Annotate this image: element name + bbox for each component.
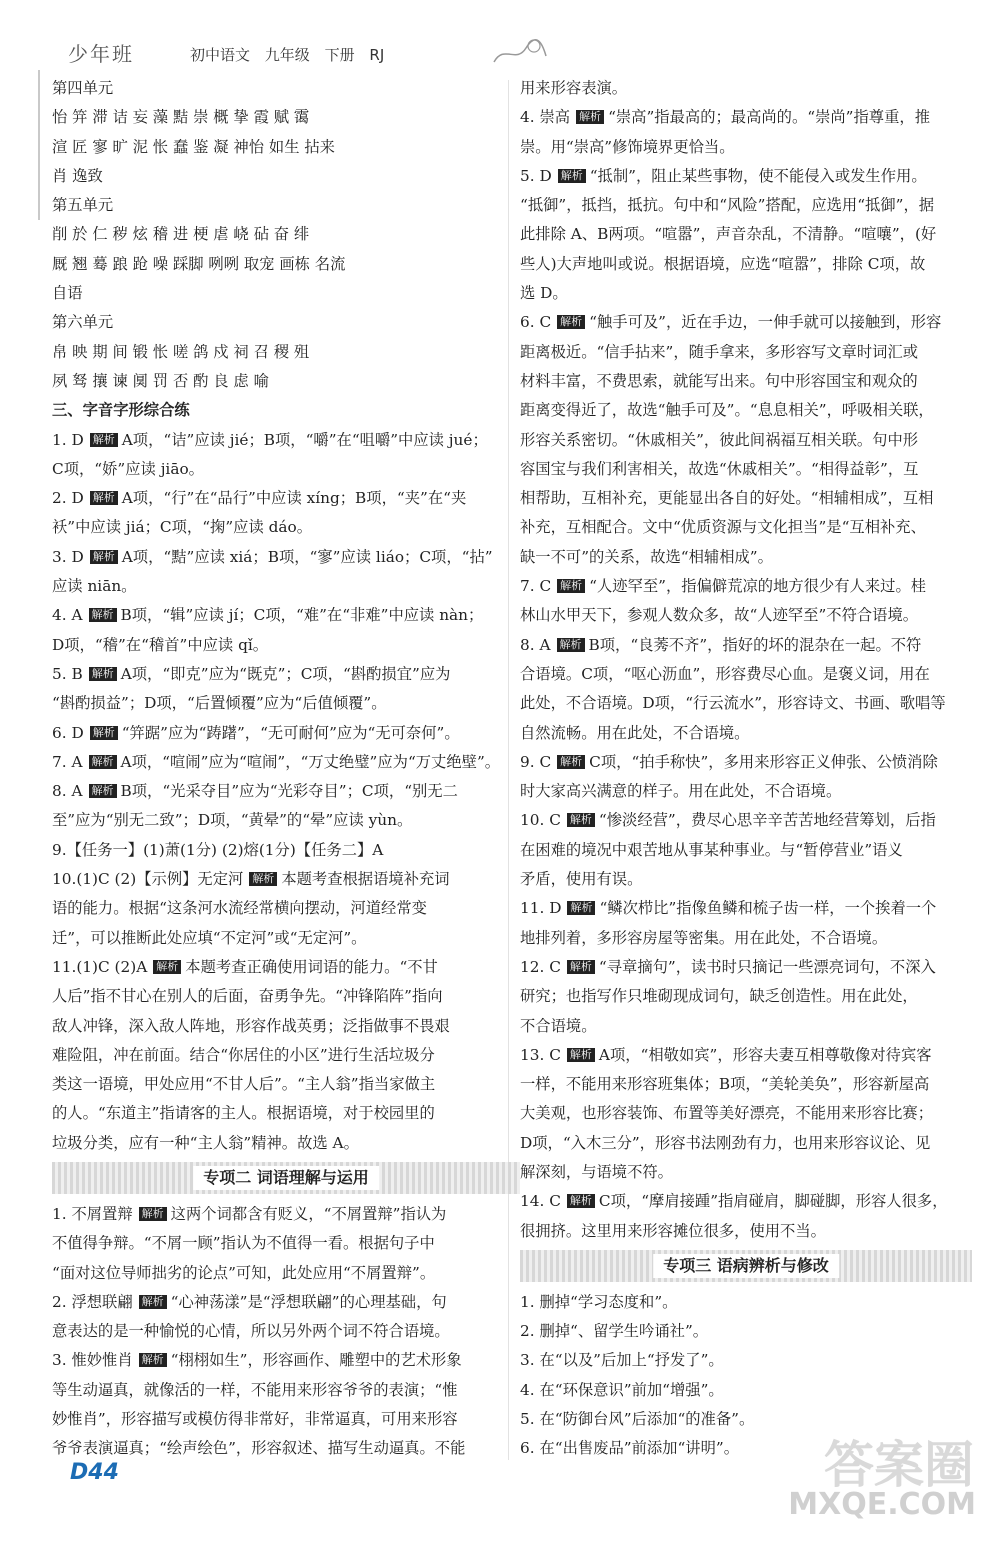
analysis-badge: 解析 (567, 901, 595, 915)
text-line: 渲 匠 寥 旷 泥 怅 蠢 鉴 凝 神怡 如生 拈来 (52, 137, 335, 156)
text-line: 大美观，也形容装饰、布置等美好漂亮，不能用来形容比赛； (520, 1104, 934, 1123)
text-segment: A项，“即克”应为“既克”；C项，“斟酌损宜”应为 (120, 664, 451, 683)
text-line (52, 748, 520, 777)
text-segment: “心神荡漾”是“浮想联翩”的心理基础，句 (170, 1292, 447, 1311)
text-line: 帛 映 期 间 锻 怅 嗟 鸽 戍 祠 召 稷 殂 (52, 342, 310, 361)
text-line: 至”应为“别无二致”；D项，“黄晕”的“晕”应读 yùn。 (52, 811, 413, 830)
text-line: C项，“娇”应读 jiāo。 (52, 459, 204, 478)
text-segment: 8. A (520, 635, 551, 654)
text-segment: B项，“光采夺目”应为“光彩夺目”；C项，“别无二 (120, 782, 458, 801)
text-line: 垃圾分类，应有一种“主人翁”精神。故选 A。 (52, 1133, 359, 1152)
text-segment: “栩栩如生”，形容画作、雕塑中的艺术形象 (170, 1351, 462, 1370)
analysis-badge: 解析 (90, 433, 118, 447)
text-line: 迁”，可以推断此处应填“不定河”或“无定河”。 (52, 928, 367, 947)
text-line (520, 1041, 972, 1070)
text-segment: 11. D (520, 899, 562, 918)
text-line: 些人)大声地叫或说。根据语境，应选“喧嚣”，排除 C项，故 (520, 254, 926, 273)
text-segment: “抵制”，阻止某些事物，使不能侵入或发生作用。 (589, 166, 927, 185)
text-line: 1. 删掉“学习态度和”。 (520, 1292, 678, 1311)
text-segment: “寻章摘句”，读书时只摘记一些漂亮词句，不深入 (598, 957, 936, 976)
text-segment: 7. C (520, 577, 552, 596)
text-segment: 3. D (52, 547, 84, 566)
text-segment: “惨淡经营”，费尽心思辛辛苦苦地经营筹划，后指 (598, 811, 936, 830)
text-line: 人后”指不甘心在别人的后面，奋勇争先。“冲锋陷阵”指向 (52, 987, 443, 1006)
analysis-badge: 解析 (139, 1207, 167, 1221)
text-line: 用来形容表演。 (520, 79, 628, 97)
text-segment: 1. 不屑置辩 (52, 1204, 133, 1223)
watermark-url: MXQE.COM (788, 1487, 976, 1522)
analysis-badge: 解析 (557, 579, 585, 593)
text-line: 合语境。C项，“呕心沥血”，形容费尽心血。是褒义词，用在 (520, 664, 930, 683)
text-line: 时大家高兴满意的样子。用在此处，不合语境。 (520, 782, 842, 801)
analysis-badge: 解析 (576, 110, 604, 124)
text-line: 第五单元 (52, 196, 114, 215)
subject-label: 初中语文 (190, 46, 251, 64)
text-line: 自然流畅。用在此处，不合语境。 (520, 723, 750, 742)
text-line: 自语 (52, 284, 83, 303)
analysis-badge: 解析 (567, 1048, 595, 1062)
text-line (520, 631, 972, 660)
text-line (520, 953, 972, 982)
text-line (52, 426, 520, 455)
text-segment: 11.(1)C (2)A (52, 957, 148, 976)
section-title: 专项三 语病辨析与修改 (653, 1254, 839, 1278)
analysis-badge: 解析 (90, 491, 118, 505)
text-line: 5. 在“防御台风”后添加“的准备”。 (520, 1410, 755, 1429)
watermark (788, 1425, 982, 1535)
left-column (52, 74, 520, 1464)
text-segment: “鳞次栉比”指像鱼鳞和梳子齿一样，一个挨着一个 (599, 899, 937, 918)
text-line: 3. 在“以及”后加上“抒发了”。 (520, 1351, 724, 1370)
text-line: 不合语境。 (520, 1016, 597, 1035)
text-segment: 5. D (520, 166, 552, 185)
text-line: 此处，不合语境。D项，“行云流水”，形容诗文、书画、歌唱等 (520, 694, 946, 713)
text-segment: 7. A (52, 752, 83, 771)
analysis-badge: 解析 (567, 813, 595, 827)
analysis-badge: 解析 (89, 608, 117, 622)
text-segment: “笄踞”应为“踌躇”，“无可耐何”应为“无可奈何”。 (121, 723, 460, 742)
text-line (52, 484, 520, 513)
text-line: 削 於 仁 秽 炫 稽 进 梗 虐 峣 砧 奋 绯 (52, 225, 310, 244)
text-line (52, 1288, 520, 1317)
text-line: “面对这位导师拙劣的论点”可知，此处应用“不屑置辩”。 (52, 1263, 436, 1282)
text-line: 夙 驽 攘 谏 阒 罚 否 酌 良 虑 喻 (52, 371, 269, 390)
analysis-badge: 解析 (139, 1353, 167, 1367)
text-segment: A项，“相敬如宾”，形容夫妻互相尊敬像对待宾客 (598, 1045, 932, 1064)
text-line: D项，“稽”在“稽首”中应读 qǐ。 (52, 635, 269, 654)
text-line (520, 1187, 972, 1216)
text-segment: C项，“拍手称快”，多用来形容正义伸张、公愤消除 (589, 752, 938, 771)
text-line (520, 748, 972, 777)
text-segment: A项，“黠”应读 xiá；B项，“寥”应读 liáo；C项，“拈” (121, 547, 493, 566)
analysis-badge: 解析 (557, 638, 585, 652)
text-line: 矛盾，使用有误。 (520, 870, 643, 889)
analysis-badge: 解析 (249, 872, 277, 886)
text-line: 此排除 A、B两项。“喧嚣”，声音杂乱，不清静。“喧嚷”，(好 (520, 225, 937, 244)
text-segment: 4. 崇高 (520, 108, 571, 127)
text-segment: 10. C (520, 811, 561, 830)
text-line: 林山水甲天下，参观人数众多，故“人迹罕至”不符合语境。 (520, 606, 919, 625)
text-segment: A项，“喧闹”应为“喧闹”，“万丈绝璧”应为“万丈绝壁”。 (120, 752, 501, 771)
text-segment: 14. C (520, 1192, 561, 1211)
text-line: D项，“入木三分”，形容书法刚劲有力，也用来形容议论、见 (520, 1133, 931, 1152)
text-line (52, 777, 520, 806)
text-line: 类这一语境，甲处应用“不甘人后”。“主人翁”指当家做主 (52, 1075, 436, 1094)
text-segment: 9. C (520, 752, 552, 771)
text-line (52, 1200, 520, 1229)
analysis-badge: 解析 (89, 784, 117, 798)
analysis-badge: 解析 (90, 550, 118, 564)
text-line: 缺一不可”的关系，故选“相辅相成”。 (520, 547, 773, 566)
text-segment: A项，“行”在“品行”中应读 xíng；B项，“夹”在“夹 (121, 489, 467, 508)
text-line: 距离极近。“信手拈来”，随手拿来，多形容写文章时词汇或 (520, 342, 919, 361)
text-line (520, 103, 972, 132)
text-line: 肖 逸致 (52, 166, 103, 185)
analysis-badge: 解析 (89, 755, 117, 769)
analysis-badge: 解析 (557, 315, 585, 329)
text-line (52, 1346, 520, 1375)
text-line: 怡 笄 滞 诘 妄 藻 黠 崇 概 挚 霞 赋 霭 (52, 108, 310, 127)
text-segment: 本题考查根据语境补充词 (281, 870, 450, 889)
text-segment: 2. D (52, 489, 84, 508)
text-segment: 3. 惟妙惟肖 (52, 1351, 133, 1370)
text-line (520, 894, 972, 923)
text-segment: 6. C (520, 313, 552, 332)
text-segment: 10.(1)C (2)【示例】无定河 (52, 870, 244, 889)
text-segment: 6. D (52, 723, 84, 742)
text-line: 厩 翘 蓦 踉 跄 噪 踩脚 咧咧 取宠 画栋 名流 (52, 254, 346, 273)
text-line: 三、字音字形综合练 (52, 401, 190, 420)
text-line: 一样，不能用来形容班集体；B项，“美轮美奂”，形容新屋高 (520, 1075, 930, 1094)
text-line: 形容关系密切。“休戚相关”，彼此间祸福互相关联。句中形 (520, 430, 919, 449)
text-line (520, 572, 972, 601)
section-banner (520, 1250, 972, 1282)
text-segment: “触手可及”，近在手边，一伸手就可以接触到，形容 (589, 313, 942, 332)
text-line (52, 660, 520, 689)
text-segment: 1. D (52, 430, 84, 449)
text-segment: B项，“辑”应读 jí；C项，“难”在“非难”中应读 nàn； (120, 606, 484, 625)
text-line (52, 601, 520, 630)
text-line (52, 953, 520, 982)
analysis-badge: 解析 (89, 667, 117, 681)
edition-label: RJ (369, 46, 385, 64)
text-segment: “崇高”指最高的；最高尚的。“崇尚”指尊重，推 (608, 108, 930, 127)
text-line: 意表达的是一种愉悦的心情，所以另外两个词不符合语境。 (52, 1322, 450, 1341)
text-line: 2. 删掉“、留学生吟诵社”。 (520, 1322, 709, 1341)
text-line: 很拥挤。这里用来形容摊位很多，使用不当。 (520, 1221, 826, 1240)
text-line: 爷爷表演逼真；“绘声绘色”，形容叙述、描写生动逼真。不能 (52, 1439, 466, 1458)
volume-label: 下册 (324, 46, 355, 64)
text-segment: 这两个词都含有贬义，“不屑置辩”指认为 (170, 1204, 447, 1223)
text-line: 崇。用“崇高”修饰境界更恰当。 (520, 137, 735, 156)
text-line: 解深刻，与语境不符。 (520, 1162, 673, 1181)
frame-decoration (38, 70, 40, 220)
section-banner (52, 1162, 520, 1194)
text-segment: 4. A (52, 606, 83, 625)
text-line: 研究；也指写作只堆砌现成词句，缺乏创造性。用在此处， (520, 987, 918, 1006)
analysis-badge: 解析 (153, 960, 181, 974)
text-segment: 5. B (52, 664, 83, 683)
text-line: 敌人冲锋，深入敌人阵地，形容作战英勇；泛指做事不畏艰 (52, 1016, 450, 1035)
analysis-badge: 解析 (567, 960, 595, 974)
text-line: 的人。“东道主”指请客的主人。根据语境，对于校园里的 (52, 1104, 435, 1123)
text-line: 相帮助，互相补充，更能显出各自的好处。“相辅相成”，互相 (520, 489, 934, 508)
analysis-badge: 解析 (90, 726, 118, 740)
text-line: “抵御”，抵挡，抵抗。句中和“风险”搭配，应选用“抵御”，据 (520, 196, 935, 215)
text-segment: 2. 浮想联翩 (52, 1292, 133, 1311)
text-line: 袄”中应读 jiá；C项，“掬”应读 dáo。 (52, 518, 313, 537)
text-segment: 8. A (52, 782, 83, 801)
text-line: 补充，互相配合。文中“优质资源与文化担当”是“互相补充、 (520, 518, 926, 537)
book-info (190, 44, 384, 65)
text-line (52, 719, 520, 748)
text-line (520, 162, 972, 191)
text-line: 应读 niān。 (52, 577, 137, 596)
text-line: 容国宝与我们利害相关，故选“休戚相关”。“相得益彰”，互 (520, 459, 919, 478)
analysis-badge: 解析 (139, 1295, 167, 1309)
sketch-decoration-icon (490, 34, 550, 68)
text-line: 4. 在“环保意识”前加“增强”。 (520, 1380, 724, 1399)
text-line: 9.【任务一】(1)萧(1分) (2)熔(1分)【任务二】A (52, 840, 384, 859)
text-line: 在困难的境况中艰苦地从事某种事业。与“暂停营业”语义 (520, 840, 903, 859)
text-line: 选 D。 (520, 284, 568, 303)
text-line (520, 806, 972, 835)
grade-label: 九年级 (264, 46, 310, 64)
text-segment: C项，“摩肩接踵”指肩碰肩，脚碰脚，形容人很多， (598, 1192, 948, 1211)
analysis-badge: 解析 (558, 169, 586, 183)
page-number (66, 1458, 128, 1494)
right-column (520, 74, 972, 1464)
text-segment: 12. C (520, 957, 561, 976)
text-segment: 本题考查正确使用词语的能力。“不甘 (185, 957, 438, 976)
page-header (20, 28, 980, 74)
page-number-text: D44 (70, 1460, 119, 1485)
text-line: 材料丰富，不费思索，就能写出来。句中形容国宝和观众的 (520, 371, 918, 390)
text-line (52, 543, 520, 572)
text-line: 6. 在“出售废品”前添加“讲明”。 (520, 1439, 740, 1458)
section-title: 专项二 词语理解与运用 (193, 1166, 379, 1190)
text-line: 妙惟肖”，形容描写或模仿得非常好，非常逼真，可用来形容 (52, 1410, 458, 1429)
text-line: 语的能力。根据“这条河水流经常横向摆动，河道经常变 (52, 899, 427, 918)
watermark-logo: 答案圈 (824, 1436, 974, 1494)
text-segment: A项，“诘”应读 jié；B项，“嚼”在“咀嚼”中应读 jué； (121, 430, 488, 449)
analysis-badge: 解析 (567, 1194, 595, 1208)
text-line: 第四单元 (52, 79, 114, 97)
text-segment: B项，“良莠不齐”，指好的坏的混杂在一起。不符 (588, 635, 922, 654)
text-segment: “人迹罕至”，指偏僻荒凉的地方很少有人来过。桂 (589, 577, 927, 596)
text-line: 地排列着，多形容房屋等密集。用在此处，不合语境。 (520, 928, 888, 947)
text-line: 难险阻，冲在前面。结合“你居住的小区”进行生活垃圾分 (52, 1045, 435, 1064)
text-line: “斟酌损益”；D项，“后置倾覆”应为“后值倾覆”。 (52, 694, 387, 713)
text-line: 第六单元 (52, 313, 114, 332)
text-line: 距离变得近了，故选“触手可及”。“息息相关”，呼吸相关联， (520, 401, 934, 420)
brand-logo: 少年班 (68, 42, 134, 66)
text-segment: 13. C (520, 1045, 561, 1064)
text-line (520, 308, 972, 337)
text-line: 等生动逼真，就像活的一样，不能用来形容爷爷的表演；“惟 (52, 1380, 458, 1399)
analysis-badge: 解析 (557, 755, 585, 769)
text-line: 不值得争辩。“不屑一顾”指认为不值得一看。根据句子中 (52, 1234, 435, 1253)
text-line (52, 865, 520, 894)
